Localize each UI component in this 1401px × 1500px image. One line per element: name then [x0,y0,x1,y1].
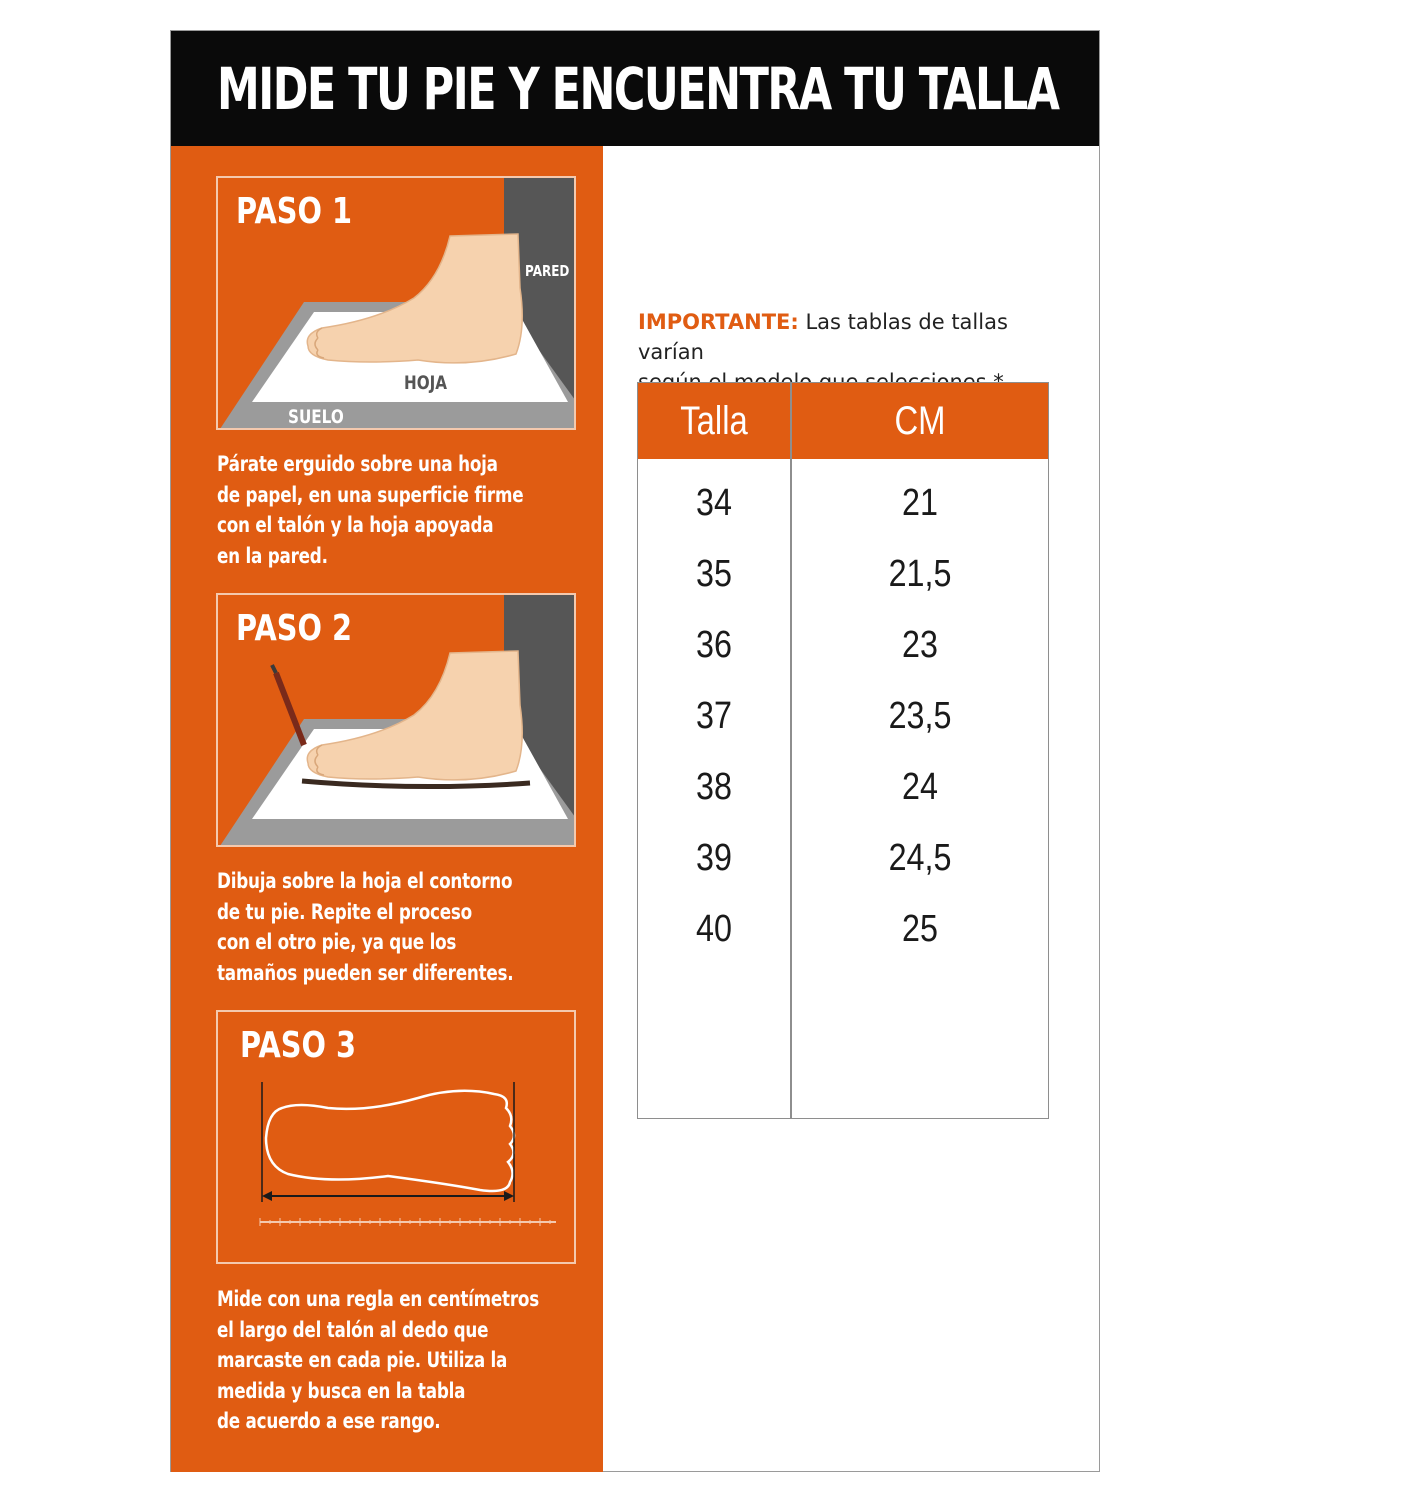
step-1-text-line: de papel, en una superficie firme [217,482,524,507]
step-2-text-line: con el otro pie, ya que los [217,930,457,954]
column-divider [790,383,792,1118]
step-3-text-line: marcaste en cada pie. Utiliza la [217,1348,508,1372]
step-2-text [217,866,569,988]
talla-cell: 37 [696,695,732,737]
talla-cell: 38 [696,766,732,808]
step-3-text-line: el largo del talón al dedo que [217,1317,489,1342]
step-3-text [217,1284,569,1437]
size-table [637,382,1049,1119]
ruler-icon [260,1218,556,1226]
step-1-text-line: Párate erguido sobre una hoja [217,452,498,476]
cm-cell: 21,5 [888,553,952,595]
talla-cell: 35 [696,553,732,595]
size-guide-card [170,30,1100,1472]
sheet-label: HOJA [404,372,448,394]
step-1-box [216,176,576,430]
important-note-text: Las tablas de tallas varían [638,310,1008,364]
step-1-text-line: con el talón y la hoja apoyada [217,513,494,537]
page-title: MIDE TU PIE Y ENCUENTRA TU TALLA [217,55,1059,123]
step-3-text-line: de acuerdo a ese rango. [217,1409,441,1433]
talla-cell: 34 [696,482,732,524]
cm-cell: 21 [902,482,938,524]
step-3-box [216,1010,576,1264]
cm-cell: 24 [902,766,938,808]
header-bar [171,31,1099,146]
talla-cell: 39 [696,837,732,879]
cm-cell: 23,5 [888,695,952,737]
size-table-header [638,383,1048,459]
column-header-talla: Talla [680,399,748,443]
cm-cell: 23 [902,624,938,666]
wall-label: PARED [525,262,570,280]
cm-cell: 24,5 [888,837,952,879]
foot-outline-icon [266,1091,514,1191]
important-note-heading: IMPORTANTE: [638,310,799,334]
step-2-text-line: Dibuja sobre la hoja el contorno [217,869,513,893]
step-3-title: PASO 3 [240,1025,357,1066]
step-2-box [216,593,576,847]
floor-label: SUELO [288,406,344,428]
step-1-title: PASO 1 [236,191,353,232]
step-2-title: PASO 2 [236,608,353,649]
step-1-text-line: en la pared. [217,543,328,568]
step-3-text-line: Mide con una regla en centímetros [217,1287,539,1311]
talla-cell: 40 [696,908,732,950]
talla-cell: 36 [696,624,732,666]
step-2-text-line: tamaños pueden ser diferentes. [217,960,514,985]
step-1-text [217,449,569,571]
step-3-text-line: medida y busca en la tabla [217,1378,466,1403]
instructions-panel [171,146,603,1472]
pencil-icon [276,673,304,745]
column-header-cm: CM [894,399,946,443]
step-2-text-line: de tu pie. Repite el proceso [217,899,472,924]
cm-cell: 25 [902,908,938,950]
